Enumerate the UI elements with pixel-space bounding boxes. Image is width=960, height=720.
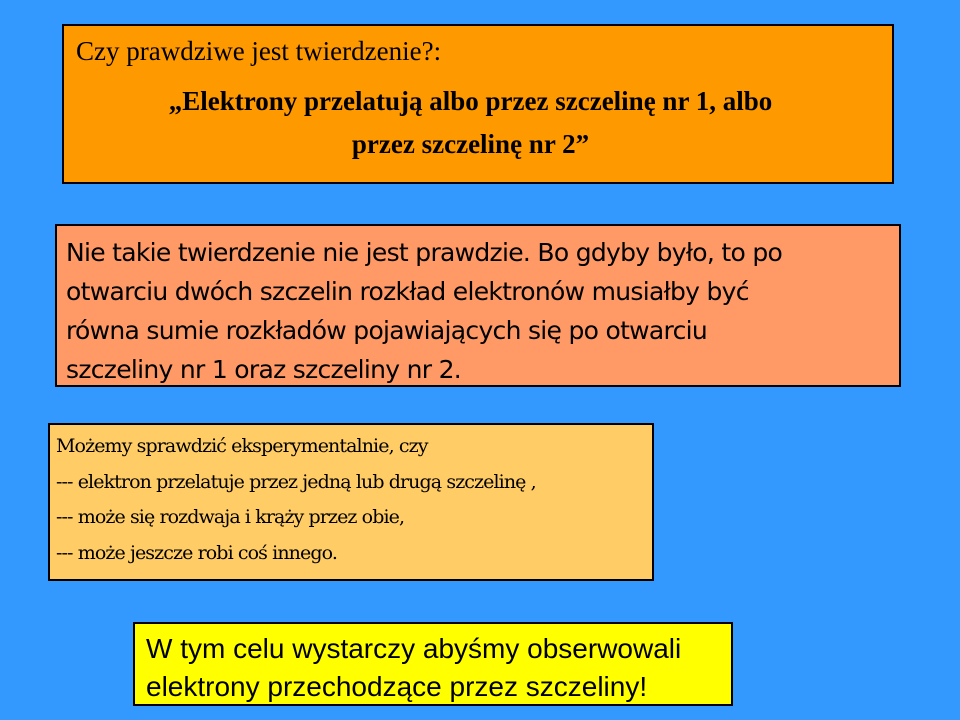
- experiment-line: --- może się rozdwaja i krąży przez obie,: [56, 506, 405, 528]
- experiment-box: [48, 423, 654, 581]
- quote-line-2: przez szczelinę nr 2”: [351, 129, 590, 159]
- conclusion-box: [133, 622, 733, 706]
- question-box: [62, 24, 894, 184]
- quote-line-1: „Elektrony przelatują albo przez szczelinę nr 1, albo: [168, 86, 773, 116]
- answer-line: równa sumie rozkładów pojawiających się po otwarciu: [66, 316, 708, 345]
- answer-line: szczeliny nr 1 oraz szczeliny nr 2.: [66, 355, 462, 384]
- conclusion-text: [146, 630, 681, 706]
- question-intro: Czy prawdziwe jest twierdzenie?:: [76, 36, 442, 66]
- conclusion-line: W tym celu wystarczy abyśmy obserwowali: [146, 633, 682, 664]
- conclusion-line: elektrony przechodzące przez szczeliny!: [146, 671, 648, 702]
- experiment-line: Możemy sprawdzić eksperymentalnie, czy: [56, 435, 428, 457]
- answer-text: [66, 233, 891, 389]
- experiment-line: --- elektron przelatuje przez jedną lub drugą szczelinę ,: [56, 470, 536, 493]
- answer-box: [55, 224, 901, 387]
- answer-line: otwarciu dwóch szczelin rozkład elektronów musiałby być: [66, 277, 749, 306]
- experiment-text: [56, 429, 536, 571]
- experiment-line: --- może jeszcze robi coś innego.: [56, 541, 337, 564]
- answer-line: Nie takie twierdzenie nie jest prawdzie. Bo gdyby było, to po: [66, 238, 783, 267]
